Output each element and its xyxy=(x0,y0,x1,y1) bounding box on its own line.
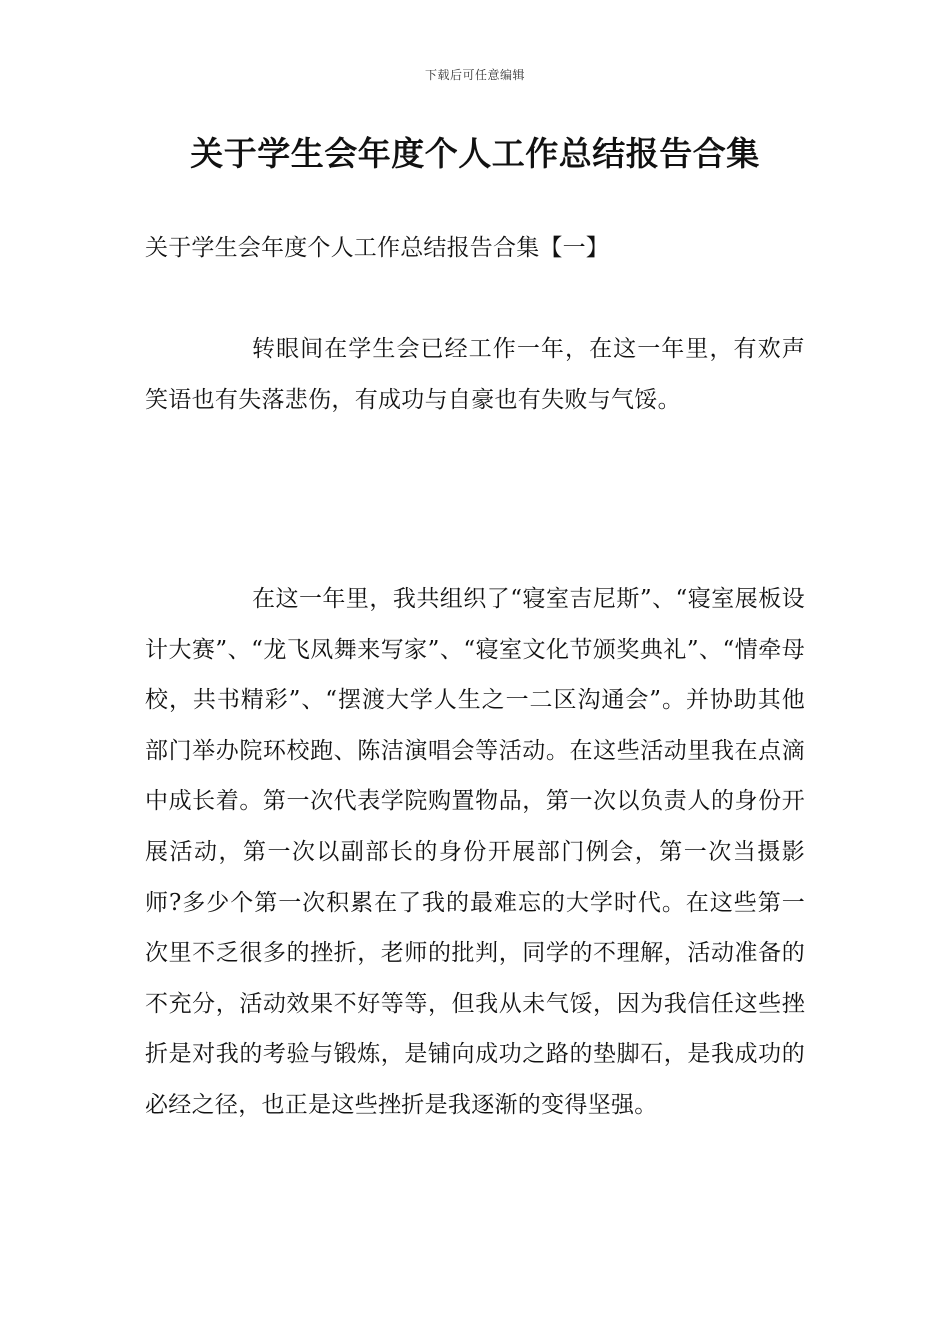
document-title: 关于学生会年度个人工作总结报告合集 xyxy=(190,134,760,173)
paragraph-intro: 转眼间在学生会已经工作一年，在这一年里，有欢声笑语也有失落悲伤，有成功与自豪也有失败与气馁。 xyxy=(145,336,805,413)
section-heading: 关于学生会年度个人工作总结报告合集【一】 xyxy=(145,235,609,261)
paragraph-activities: 在这一年里，我共组织了“寝室吉尼斯”、“寝室展板设计大赛”、“龙飞凤舞来写家”、“寝室文化节颁奖典礼”、“情牵母校，共书精彩”、“摆渡大学人生之一二区沟通会”。并协助其他部门举办院环校跑、陈洁演唱会等活动。在这些活动里我在点滴中成长着。第一次代表学院购置物品，第一次以负责人的身份开展活动，第一次以副部长的身份开展部门例会，第一次当摄影师?多少个第一次积累在了我的最难忘的大学时代。在这些第一次里不乏很多的挫折，老师的批判，同学的不理解，活动准备的不充分，活动效果不好等等，但我从未气馁，因为我信任这些挫折是对我的考验与锻炼，是铺向成功之路的垫脚石，是我成功的必经之径，也正是这些挫折是我逐渐的变得坚强。 xyxy=(145,586,805,1118)
header-note: 下载后可任意编辑 xyxy=(424,68,525,82)
